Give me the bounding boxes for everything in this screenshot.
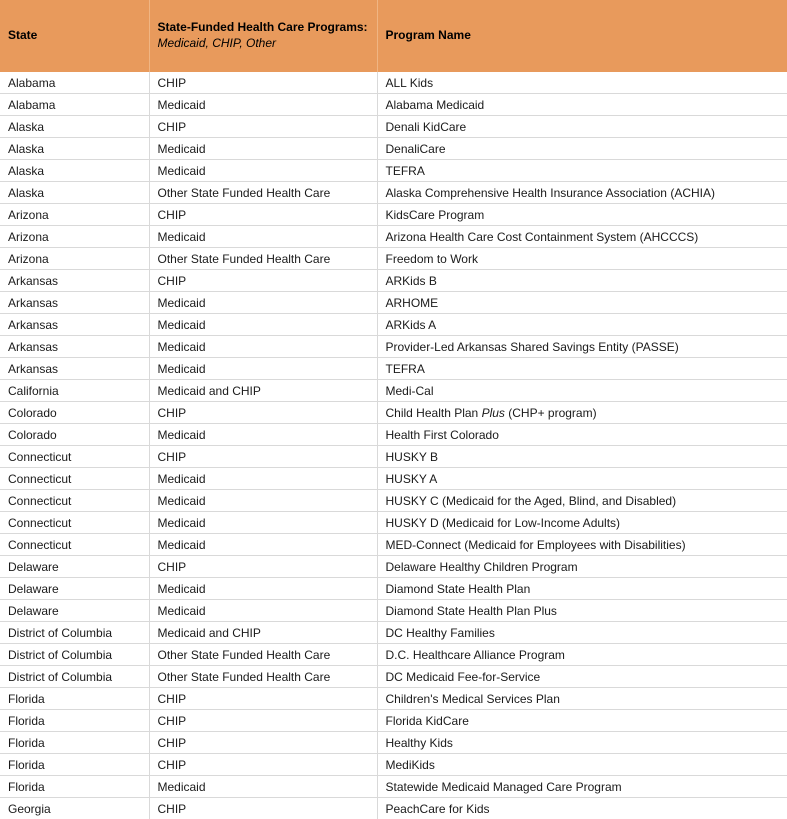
cell-state: Arizona [0,226,149,248]
cell-state: Florida [0,776,149,798]
cell-program-type: Medicaid [149,776,377,798]
cell-program-type: Medicaid and CHIP [149,380,377,402]
table-row [0,446,787,468]
column-header-state [0,0,149,72]
table-row [0,336,787,358]
cell-program-name: HUSKY B [377,446,787,468]
cell-state: Arkansas [0,270,149,292]
cell-state: Delaware [0,556,149,578]
table-row [0,116,787,138]
table-row [0,292,787,314]
cell-program-type: CHIP [149,798,377,819]
cell-program-name: DC Medicaid Fee-for-Service [377,666,787,688]
column-header-program-type-main: State-Funded Health Care Programs: [158,20,369,36]
cell-program-type: Medicaid [149,138,377,160]
cell-program-type: Other State Funded Health Care [149,248,377,270]
cell-state: Delaware [0,578,149,600]
column-header-program-type-sub: Medicaid, CHIP, Other [158,36,369,52]
cell-program-name: D.C. Healthcare Alliance Program [377,644,787,666]
cell-program-type: Medicaid [149,292,377,314]
cell-state: Colorado [0,402,149,424]
table-row [0,402,787,424]
table-row [0,160,787,182]
cell-program-name: Arizona Health Care Cost Containment System (AHCCCS) [377,226,787,248]
program-name-suffix: (CHP+ program) [505,406,597,420]
cell-program-name: PeachCare for Kids [377,798,787,819]
table-row [0,578,787,600]
cell-state: Arizona [0,248,149,270]
cell-program-name: ARKids A [377,314,787,336]
cell-program-name: MED-Connect (Medicaid for Employees with Disabilities) [377,534,787,556]
cell-program-name: Florida KidCare [377,710,787,732]
column-header-state-label: State [8,28,37,42]
cell-program-type: Other State Funded Health Care [149,182,377,204]
table-row [0,600,787,622]
cell-program-type: Medicaid [149,160,377,182]
cell-program-type: Medicaid [149,424,377,446]
cell-program-name: Statewide Medicaid Managed Care Program [377,776,787,798]
cell-program-type: CHIP [149,688,377,710]
cell-program-name: TEFRA [377,160,787,182]
table-row [0,512,787,534]
cell-program-name: MediKids [377,754,787,776]
cell-state: Alaska [0,116,149,138]
cell-state: Arkansas [0,292,149,314]
cell-state: Arkansas [0,336,149,358]
table-row [0,358,787,380]
table-row [0,798,787,819]
table-row [0,226,787,248]
cell-program-name: Diamond State Health Plan [377,578,787,600]
cell-program-type: Medicaid [149,314,377,336]
cell-program-type: Other State Funded Health Care [149,644,377,666]
cell-state: District of Columbia [0,622,149,644]
cell-program-name: HUSKY A [377,468,787,490]
table-row [0,710,787,732]
cell-state: Florida [0,688,149,710]
table-row [0,72,787,94]
table-row [0,622,787,644]
cell-program-name: Denali KidCare [377,116,787,138]
cell-program-type: CHIP [149,204,377,226]
cell-program-type: Medicaid [149,490,377,512]
table-row [0,490,787,512]
table-row [0,314,787,336]
cell-program-name: Alabama Medicaid [377,94,787,116]
cell-program-type: CHIP [149,270,377,292]
cell-program-name: HUSKY C (Medicaid for the Aged, Blind, and Disabled) [377,490,787,512]
table-header [0,0,787,72]
cell-program-name: Healthy Kids [377,732,787,754]
table-row [0,182,787,204]
cell-program-type: CHIP [149,116,377,138]
cell-program-name: Medi-Cal [377,380,787,402]
cell-state: Colorado [0,424,149,446]
table-row [0,732,787,754]
table-row [0,666,787,688]
cell-program-type: Medicaid [149,358,377,380]
table-row [0,644,787,666]
cell-state: Arkansas [0,358,149,380]
cell-program-name: Freedom to Work [377,248,787,270]
cell-state: Alaska [0,182,149,204]
cell-program-name: ARKids B [377,270,787,292]
cell-state: Arizona [0,204,149,226]
cell-program-name: Children's Medical Services Plan [377,688,787,710]
cell-program-type: CHIP [149,710,377,732]
cell-state: Connecticut [0,468,149,490]
cell-state: Alaska [0,160,149,182]
table-row [0,380,787,402]
column-header-program-name-label: Program Name [386,28,471,42]
cell-program-type: CHIP [149,732,377,754]
cell-state: Connecticut [0,490,149,512]
cell-program-name: DenaliCare [377,138,787,160]
cell-program-name: Diamond State Health Plan Plus [377,600,787,622]
program-name-prefix: Child Health Plan [386,406,482,420]
cell-program-type: Medicaid [149,578,377,600]
cell-state: Florida [0,754,149,776]
cell-program-type: CHIP [149,72,377,94]
cell-state: District of Columbia [0,644,149,666]
table-row [0,138,787,160]
cell-state: Alabama [0,94,149,116]
cell-program-name: ALL Kids [377,72,787,94]
cell-state: Alaska [0,138,149,160]
cell-program-name: KidsCare Program [377,204,787,226]
cell-state: District of Columbia [0,666,149,688]
cell-program-type: Medicaid [149,534,377,556]
cell-state: Alabama [0,72,149,94]
cell-program-type: CHIP [149,754,377,776]
cell-program-name: DC Healthy Families [377,622,787,644]
column-header-program-name [377,0,787,72]
cell-program-type: CHIP [149,556,377,578]
cell-program-name: Health First Colorado [377,424,787,446]
program-name-emphasis: Plus [482,406,505,420]
cell-program-name: HUSKY D (Medicaid for Low-Income Adults) [377,512,787,534]
table-row [0,204,787,226]
cell-program-type: CHIP [149,402,377,424]
cell-state: Connecticut [0,512,149,534]
table-row [0,424,787,446]
table-row [0,534,787,556]
column-header-program-type [149,0,377,72]
cell-program-type: Medicaid [149,600,377,622]
cell-program-name: Alaska Comprehensive Health Insurance Association (ACHIA) [377,182,787,204]
cell-program-name: Provider-Led Arkansas Shared Savings Entity (PASSE) [377,336,787,358]
cell-state: Connecticut [0,534,149,556]
cell-program-type: Medicaid and CHIP [149,622,377,644]
cell-state: Florida [0,732,149,754]
cell-state: Delaware [0,600,149,622]
cell-program-type: Medicaid [149,336,377,358]
table-row [0,270,787,292]
cell-program-type: Other State Funded Health Care [149,666,377,688]
cell-program-type: Medicaid [149,226,377,248]
cell-program-name: TEFRA [377,358,787,380]
cell-state: Georgia [0,798,149,819]
cell-state: Arkansas [0,314,149,336]
table-row [0,754,787,776]
table-body [0,72,787,819]
cell-program-type: Medicaid [149,94,377,116]
cell-program-type: CHIP [149,446,377,468]
table-row [0,556,787,578]
cell-program-name: ARHOME [377,292,787,314]
cell-state: Connecticut [0,446,149,468]
table-row [0,688,787,710]
table-row [0,94,787,116]
cell-program-type: Medicaid [149,512,377,534]
cell-program-name [377,402,787,424]
table-row [0,468,787,490]
cell-program-type: Medicaid [149,468,377,490]
header-row [0,0,787,72]
cell-program-name: Delaware Healthy Children Program [377,556,787,578]
table-row [0,248,787,270]
cell-state: Florida [0,710,149,732]
cell-state: California [0,380,149,402]
